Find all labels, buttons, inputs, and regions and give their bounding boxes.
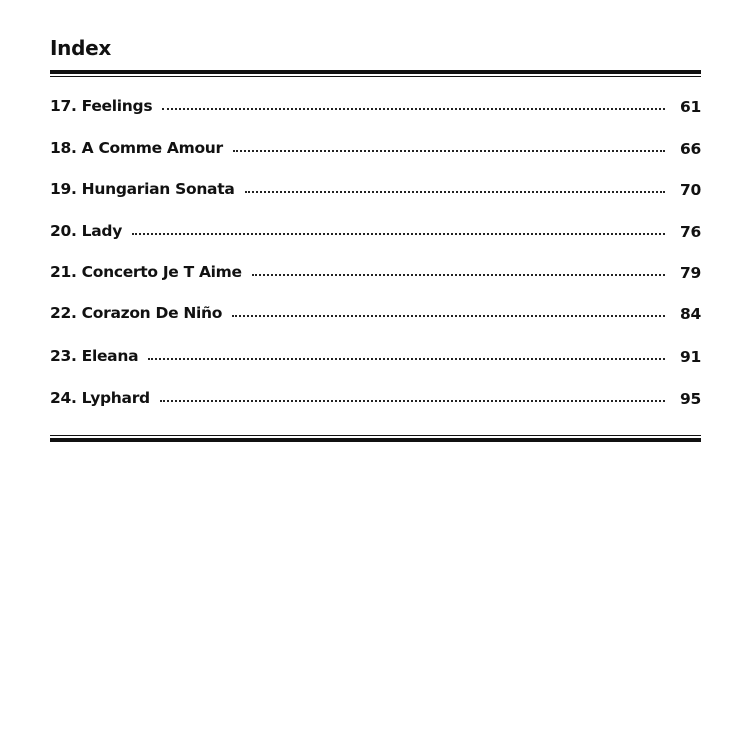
entry-page-number: 95 — [680, 390, 701, 408]
entry-title: Corazon De Niño — [81, 304, 223, 322]
entry-title: Concerto Je T Aime — [81, 263, 242, 281]
entry-page-number: 61 — [680, 98, 701, 116]
index-entry[interactable] — [50, 133, 701, 157]
top-double-rule — [50, 70, 701, 77]
dot-leader — [233, 150, 665, 152]
entry-number: 17. — [50, 97, 77, 115]
entry-page-number: 84 — [680, 305, 701, 323]
index-entry[interactable] — [50, 216, 701, 240]
entry-number: 19. — [50, 180, 77, 198]
bottom-rule-thick — [50, 438, 701, 442]
entry-page-number: 79 — [680, 264, 701, 282]
entry-page-number: 76 — [680, 223, 701, 241]
index-entry[interactable] — [50, 91, 701, 115]
dot-leader — [132, 233, 665, 235]
dot-leader — [160, 400, 665, 402]
index-page — [50, 34, 701, 408]
dot-leader — [252, 274, 665, 276]
index-entry[interactable] — [50, 174, 701, 198]
index-entry[interactable] — [50, 383, 701, 407]
entry-page-number: 70 — [680, 181, 701, 199]
entry-number: 21. — [50, 263, 77, 281]
top-rule-thin — [50, 76, 701, 77]
entry-title: A Comme Amour — [81, 139, 223, 157]
dot-leader — [162, 108, 665, 110]
index-entry[interactable] — [50, 257, 701, 281]
entry-title: Eleana — [81, 347, 139, 365]
entry-page-number: 91 — [680, 348, 701, 366]
entry-title: Hungarian Sonata — [81, 180, 235, 198]
entry-number: 24. — [50, 389, 77, 407]
entry-number: 23. — [50, 347, 77, 365]
entry-number: 18. — [50, 139, 77, 157]
index-entry[interactable] — [50, 341, 701, 365]
entry-title: Lyphard — [81, 389, 150, 407]
dot-leader — [232, 315, 665, 317]
dot-leader — [148, 358, 665, 360]
entry-number: 20. — [50, 222, 77, 240]
entry-title: Lady — [81, 222, 123, 240]
entry-page-number: 66 — [680, 140, 701, 158]
page-title: Index — [50, 36, 111, 60]
entry-title: Feelings — [81, 97, 153, 115]
dot-leader — [245, 191, 666, 193]
index-entry[interactable] — [50, 298, 701, 322]
bottom-double-rule — [50, 435, 701, 442]
entry-number: 22. — [50, 304, 77, 322]
